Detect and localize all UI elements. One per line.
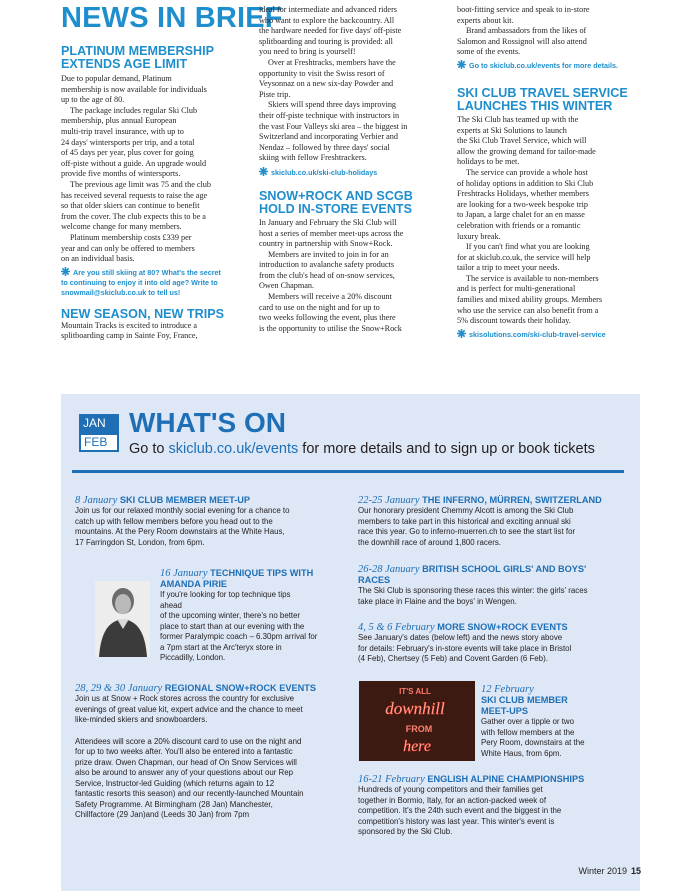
snowrock-heading: SNOW+ROCK AND SCGB HOLD IN-STORE EVENTS bbox=[259, 188, 413, 216]
snowflake-icon bbox=[259, 167, 268, 176]
new-season-paragraph: Mountain Tracks is excited to introduce a splitboarding camp in Sainte Foy, France, bbox=[61, 320, 198, 341]
event-item: 22-25 January THE INFERNO, MÜRREN, SWITZERLAND Our honorary president Chemmy Alcott is among the Ski Club members to take part in this historical and exciting annual ski race this year. Go to inferno-muerren.ch to see the start list for the downhill race of around 1,800 racers. bbox=[358, 495, 602, 547]
travel-paragraph: The service can provide a whole host of holiday options in addition to Ski Club Freshtracks Holidays, whether members are looking for a two-week bespoke trip to Japan, a large chalet for an en masse celebration with friends or a romantic luxury break. bbox=[457, 167, 594, 241]
platinum-heading: PLATINUM MEMBERSHIP EXTENDS AGE LIMIT bbox=[61, 44, 214, 71]
new-season-heading: NEW SEASON, NEW TRIPS bbox=[61, 306, 225, 321]
whats-on-title: WHAT'S ON bbox=[129, 407, 287, 438]
travel-paragraph: The Ski Club has teamed up with the experts at Ski Solutions to launch the Ski Club Travel Service, which will allow the growing demand for tailor-made holidays to be met. bbox=[457, 114, 596, 167]
events-url-link[interactable]: skiclub.co.uk/events bbox=[168, 441, 299, 457]
event-item: 16-21 February ENGLISH ALPINE CHAMPIONSHIPS Hundreds of young competitors and their families get together in Bormio, Italy, for an action-packed week of competition. It's the 24th such event and the biggest in the competition's history was last year. This winter's event is sponsored by the Ski Club. bbox=[358, 774, 585, 836]
event-item: 16 January TECHNIQUE TIPS WITH AMANDA PIRIE If you're looking for top technique tips ahead of the upcoming winter, there's no better place to start than at our evening with the former Paralympic coach – 6.30pm arrival for a 7pm start at the Arc'teryx store in Piccadilly, London. bbox=[160, 568, 318, 662]
snowrock-paragraph: Members will receive a 20% discount card to use on the night and for up to two weeks following the event, plus there is the opportunity to utilise the Snow+Rock bbox=[259, 292, 402, 333]
snowflake-icon bbox=[457, 329, 466, 338]
new-season-paragraph: Over at Freshtracks, members have the opportunity to visit the Swiss resort of Veysonnaz on a new six-day Powder and Piste trip. bbox=[259, 57, 396, 99]
column-1 bbox=[61, 45, 246, 342]
snowrock-paragraph: Members are invited to join in for an introduction to avalanche safety products from the club's head of on-snow services, Owen Chapman. bbox=[259, 249, 395, 291]
platinum-paragraph: Due to popular demand, Platinum membership is now available for individuals up to the age of 80. bbox=[61, 74, 207, 105]
snowrock-paragraph: boot-fitting service and speak to in-store experts about kit. bbox=[457, 5, 590, 25]
travel-link[interactable]: skisolutions.com/ski-club-travel-service bbox=[457, 329, 642, 340]
page-footer bbox=[578, 866, 641, 876]
column-2 bbox=[259, 5, 444, 334]
travel-heading: SKI CLUB TRAVEL SERVICE LAUNCHES THIS WINTER bbox=[457, 85, 628, 113]
calendar-icon bbox=[79, 414, 119, 452]
svg-text:FROM: FROM bbox=[405, 724, 433, 734]
neon-sign-photo bbox=[359, 681, 475, 761]
platinum-paragraph: The package includes regular Ski Club membership, plus annual European multi-trip travel insurance, with up to 24 days' wintersports per trip, and a total of 45 days per year, plus cover for going off-piste without a guide. An upgrade would provide five months of wintersports. bbox=[61, 105, 207, 179]
event-item: 4, 5 & 6 February MORE SNOW+ROCK EVENTS See January's dates (below left) and the news story above for details: February's in-store events will take place in Bristol (4 Feb), Chertsey (5 Feb) and Covent Garden (6 Feb). bbox=[358, 622, 572, 663]
platinum-paragraph: The previous age limit was 75 and the club has received several requests to raise the age so that older skiers can continue to benefit from the cover. The club expects this to be a welcome change for many members. bbox=[61, 179, 211, 232]
page-title: NEWS IN BRIEF bbox=[61, 2, 283, 34]
platinum-link[interactable]: Are you still skiing at 80? What's the secret to continuing to enjoy it into old age? Write to snowmail@skiclub.co.uk to tell us! bbox=[61, 267, 221, 297]
divider bbox=[72, 470, 624, 473]
new-season-paragraph: Skiers will spend three days improving their off-piste technique with instructors in the vast Four Valleys ski area – the biggest in Switzerland and incorporating Verbier and Nendaz – followed by three days' social skiing with fellow Freshtrackers. bbox=[259, 100, 408, 163]
snowrock-paragraph: In January and February the Ski Club will host a series of member meet-ups across the country in partnership with Snow+Rock. bbox=[259, 217, 404, 249]
svg-text:here: here bbox=[403, 738, 431, 755]
whats-on-subtitle: Go to skiclub.co.uk/events for more details and to sign up or book tickets bbox=[129, 441, 595, 457]
snowrock-paragraph: Brand ambassadors from the likes of Salomon and Rossignol will also attend some of the events. bbox=[457, 26, 587, 57]
event-item: 12 February SKI CLUB MEMBER MEET-UPS Gather over a tipple or two with fellow members at the Pery Room, downstairs at the White Haus, from 6pm. bbox=[481, 684, 585, 758]
snowflake-icon bbox=[457, 60, 466, 69]
event-item: 8 January SKI CLUB MEMBER MEET-UP Join us for our relaxed monthly social evening for a chance to catch up with fellow members before you head out to the mountains. At the Pery Room downstairs at the White Haus, 17 Farringdon St, London, from 6pm. bbox=[75, 495, 290, 547]
new-season-paragraph: ideal for intermediate and advanced riders who want to explore the backcountry. All the hardware needed for five days' off-piste splitboarding and touring is provided: all you need to bring is yourself! bbox=[259, 5, 402, 57]
amanda-pirie-photo bbox=[95, 581, 150, 657]
events-link[interactable]: Go to skiclub.co.uk/events for more details. bbox=[457, 60, 642, 71]
page-number: 15 bbox=[630, 866, 641, 876]
holidays-link[interactable]: skiclub.co.uk/ski-club-holidays bbox=[259, 167, 444, 178]
travel-paragraph: The service is available to non-members and is perfect for multi-generational families and mixed ability groups. Members who use the service can also benefit from a 5% discount towards their holiday. bbox=[457, 273, 603, 326]
travel-paragraph: If you can't find what you are looking for at skiclub.co.uk, the service will help tailor a trip to meet your needs. bbox=[457, 242, 591, 273]
platinum-paragraph: Platinum membership costs £339 per year and can only be offered to members on an individual basis. bbox=[61, 232, 195, 264]
snowflake-icon bbox=[61, 267, 70, 276]
calendar-month-feb: FEB bbox=[79, 433, 119, 452]
issue-label: Winter 2019 bbox=[578, 866, 627, 876]
event-item: 26-28 January BRITISH SCHOOL GIRLS' AND BOYS' RACES The Ski Club is sponsoring these races this winter: the girls' races take place in Flaine and the boys' in Wengen. bbox=[358, 564, 588, 606]
svg-text:downhill: downhill bbox=[385, 699, 445, 718]
event-item: 28, 29 & 30 January REGIONAL SNOW+ROCK EVENTS Join us at Snow + Rock stores across the country for exclusive evenings of great value kit, expert advice and the chance to meet like-minded skiers and snowboarders. Attendees will score a 20% discount card to use on the night and for up to two weeks after. You'll also be entered into a fantastic prize draw. Owen Chapman, our head of On Snow Services will also be around to answer any of your questions about our Rep Service, Instructor-led Guiding (which returns again to 12 fantastic resorts this season) and our recently-launched Mountain Safety Programme. At Birmingham (28 Jan) Manchester, Chillfactore (29 Jan)and (Leeds 30 Jan) from 7pm bbox=[75, 683, 316, 819]
calendar-month-jan: JAN bbox=[79, 414, 119, 433]
svg-text:IT'S ALL: IT'S ALL bbox=[399, 687, 431, 696]
column-3 bbox=[457, 5, 642, 340]
